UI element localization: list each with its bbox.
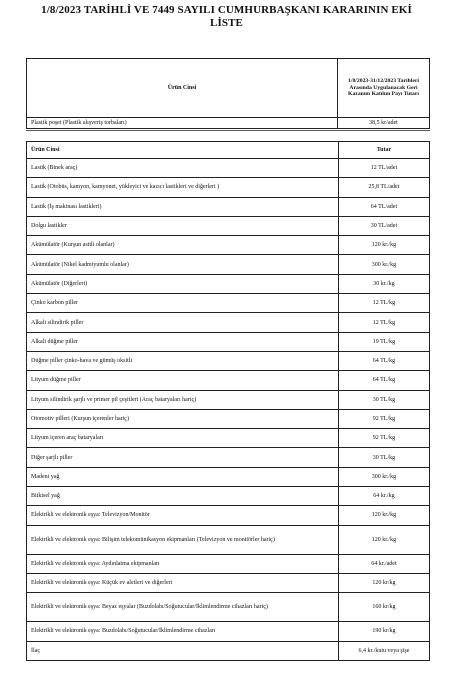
table-row [27, 197, 430, 216]
amount-cell: 12 TL/kg [338, 313, 429, 332]
product-cell: Çinko karbon piller [27, 294, 339, 313]
table-row [27, 409, 430, 428]
amount-cell: 120 kr./kg [338, 236, 429, 255]
table-row [27, 622, 430, 641]
amount-cell: 19 TL/kg [338, 332, 429, 351]
amount-cell: 64 TL/kg [338, 371, 429, 390]
table-row [27, 506, 430, 525]
product-cell: Elektrikli ve elektronik eşya: Beyaz eşyalar (Buzdolabı/Soğutucular/İklimlendirme cihazları hariç) [27, 593, 339, 622]
table1-header-period: 1/8/2023-31/12/2023 Tarihleri Arasında Uygulanacak Geri Kazanım Katılım Payı Tutarı [338, 59, 430, 118]
table1-header-row [27, 59, 430, 118]
amount-cell: 25,8 TL/adet [338, 178, 429, 197]
amount-cell: 160 kr/kg [338, 593, 429, 622]
amount-cell: 64 kr./adet [338, 554, 429, 573]
document-title [0, 4, 453, 30]
product-cell: Düğme piller çinko-hava ve gümüş oksitli [27, 351, 339, 370]
table-row [27, 118, 430, 129]
product-cell: Bitkisel yağ [27, 487, 339, 506]
table2-header-amount: Tutar [338, 142, 429, 159]
product-cell: Elektrikli ve elektronik eşya: Televizyon/Monitör [27, 506, 339, 525]
product-cell: Elektrikli ve elektronik eşya: Aydınlatma ekipmanları [27, 554, 339, 573]
product-cell: Elektrikli ve elektronik eşya: Bilişim telekomünikasyon ekipmanları (Televizyon ve monitörler hariç) [27, 525, 339, 554]
product-cell: Elektrikli ve elektronik eşya: Küçük ev aletleri ve diğerleri [27, 573, 339, 592]
product-cell: Lityum silindirik şarjlı ve primer pil çeşitleri (Araç bataryaları hariç) [27, 390, 339, 409]
amount-cell: 300 kr./kg [338, 255, 429, 274]
divider [26, 130, 430, 131]
table2-header-product: Ürün Cinsi [27, 142, 339, 159]
product-cell: İlaç [27, 641, 339, 660]
product-cell: Diğer şarjlı piller [27, 448, 339, 467]
product-cell: Alkali düğme piller [27, 332, 339, 351]
product-cell: Lityum düğme piller [27, 371, 339, 390]
product-cell: Lityum içeren araç bataryaları [27, 429, 339, 448]
participation-fee-table [26, 58, 430, 129]
table-row [27, 487, 430, 506]
title-line-1: 1/8/2023 TARİHLİ VE 7449 SAYILI CUMHURBAŞKANI KARARININ EKİ [41, 4, 412, 16]
product-cell: Lastik (Binek araç) [27, 159, 339, 178]
product-cell: Lastik (İş makinası lastikleri) [27, 197, 339, 216]
table1-header-product: Ürün Cinsi [27, 59, 338, 118]
product-cell: Elektrikli ve elektronik eşya: Buzdolabı/Soğutucular/İklimlendirme cihazları [27, 622, 339, 641]
product-cell: Akümülatör (Nikel kadmiyumlu olanlar) [27, 255, 339, 274]
amount-cell: 120 kr./kg [338, 525, 429, 554]
product-cell: Akümülatör (Diğerleri) [27, 274, 339, 293]
amount-cell: 92 TL/kg [338, 409, 429, 428]
amount-cell: 12 TL/adet [338, 159, 429, 178]
product-cell: Otomotiv pilleri (Kurşun içerenler hariç) [27, 409, 339, 428]
amount-cell: 12 TL/kg [338, 294, 429, 313]
table-row [27, 467, 430, 486]
amount-cell: 6,4 kr./kutu veya şişe [338, 641, 429, 660]
table-row [27, 390, 430, 409]
amount-cell: 190 kr/kg [338, 622, 429, 641]
amount-cell: 300 kr./kg [338, 467, 429, 486]
amount-cell: 64 TL/kg [338, 351, 429, 370]
product-cell: Alkali silindirik piller [27, 313, 339, 332]
table-row [27, 294, 430, 313]
table-row [27, 593, 430, 622]
table-row [27, 236, 430, 255]
table-row [27, 159, 430, 178]
table-row [27, 525, 430, 554]
table-row [27, 332, 430, 351]
product-cell: Akümülatör (Kurşun asitli olanlar) [27, 236, 339, 255]
amount-cell: 120 kr/kg [338, 573, 429, 592]
table-row [27, 371, 430, 390]
amount-cell: 30 kr./kg [338, 274, 429, 293]
table-row [27, 448, 430, 467]
amount-cell: 30 TL/kg [338, 448, 429, 467]
table2-header-row [27, 142, 430, 159]
table-row [27, 429, 430, 448]
table-row [27, 216, 430, 235]
product-cell: Madeni yağ [27, 467, 339, 486]
table-row [27, 255, 430, 274]
table-row [27, 554, 430, 573]
amount-cell: 120 kr./kg [338, 506, 429, 525]
table-row [27, 313, 430, 332]
table-row [27, 178, 430, 197]
product-cell: Dolgu lastikler [27, 216, 339, 235]
product-amount-table [26, 141, 430, 661]
product-cell: Lastik (Otobüs, kamyon, kamyonet, yükleyici ve kazıcı lastikleri ve diğerleri ) [27, 178, 339, 197]
title-line-2: LİSTE [210, 17, 243, 29]
amount-cell: 64 TL/adet [338, 197, 429, 216]
table1-amount-cell: 38,5 kr/adet [338, 118, 430, 129]
table1-product-cell: Plastik poşet (Plastik alışveriş torbaları) [27, 118, 338, 129]
table-row [27, 641, 430, 660]
amount-cell: 92 TL/kg [338, 429, 429, 448]
table-row [27, 274, 430, 293]
amount-cell: 30 TL/adet [338, 216, 429, 235]
table-row [27, 573, 430, 592]
amount-cell: 64 kr./kg [338, 487, 429, 506]
amount-cell: 30 TL/kg [338, 390, 429, 409]
table-row [27, 351, 430, 370]
